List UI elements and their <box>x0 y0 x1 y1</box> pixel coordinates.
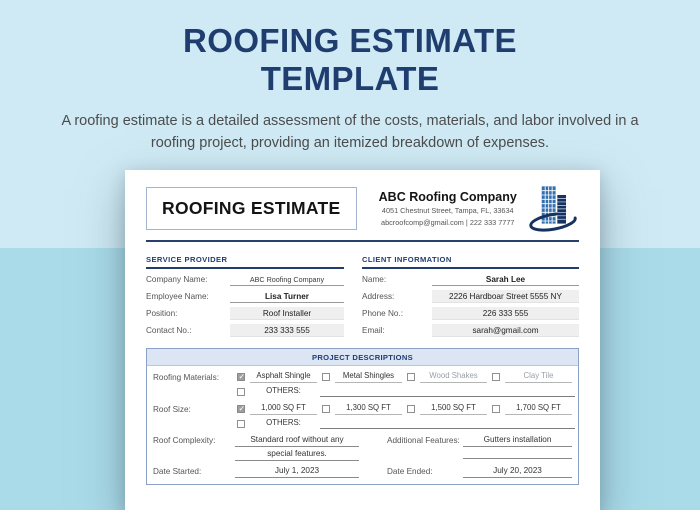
contact-no-field[interactable]: 233 333 555 <box>230 324 344 337</box>
service-provider-section <box>146 255 344 337</box>
option-label: 1,300 SQ FT <box>335 403 402 415</box>
company-name: ABC Roofing Company <box>378 189 517 204</box>
position-field[interactable]: Roof Installer <box>230 307 344 320</box>
company-contact: abcroofcomp@gmail.com | 222 333 7777 <box>381 217 515 227</box>
form-row-client-email <box>362 324 579 337</box>
option-size-others <box>235 418 320 429</box>
checkbox-materials-others[interactable] <box>237 388 245 396</box>
project-descriptions-table <box>146 348 579 485</box>
client-information-heading: CLIENT INFORMATION <box>362 255 579 269</box>
form-row-client-phone <box>362 307 579 320</box>
checkbox-1000-sqft[interactable] <box>237 405 245 413</box>
option-wood-shakes <box>405 371 490 383</box>
office-buildings-logo-icon <box>527 183 579 233</box>
roofing-materials-row <box>147 366 578 384</box>
field-label: Email: <box>362 326 385 335</box>
checkbox-1700-sqft[interactable] <box>492 405 500 413</box>
checkbox-metal-shingles[interactable] <box>322 373 330 381</box>
roofing-materials-label: Roofing Materials: <box>153 372 219 382</box>
checkbox-wood-shakes[interactable] <box>407 373 415 381</box>
option-1700-sqft <box>490 403 575 415</box>
option-metal-shingles <box>320 371 405 383</box>
info-columns <box>146 255 579 337</box>
option-materials-others <box>235 386 320 397</box>
roof-complexity-label: Roof Complexity: <box>153 436 216 445</box>
field-label: Employee Name: <box>146 292 209 301</box>
client-phone-field[interactable]: 226 333 555 <box>432 307 579 320</box>
client-address-field[interactable]: 2226 Hardboar Street 5555 NY <box>432 290 579 303</box>
date-ended-label: Date Ended: <box>387 467 433 476</box>
client-name-field[interactable]: Sarah Lee <box>432 273 579 286</box>
roof-complexity-value-line1: Standard roof without any <box>235 434 359 447</box>
roof-complexity-row <box>147 430 578 461</box>
additional-features-value: Gutters installation <box>463 434 572 447</box>
date-started-label: Date Started: <box>153 467 202 476</box>
date-ended-value: July 20, 2023 <box>463 465 572 478</box>
checkbox-clay-tile[interactable] <box>492 373 500 381</box>
dates-row <box>147 461 578 478</box>
employee-name-field[interactable]: Lisa Turner <box>230 290 344 303</box>
additional-features-field[interactable] <box>463 434 572 459</box>
size-others-input-line[interactable] <box>320 418 575 429</box>
document-preview <box>125 170 600 510</box>
option-1000-sqft <box>235 403 320 415</box>
form-row-client-address <box>362 290 579 303</box>
date-started-value: July 1, 2023 <box>235 465 359 478</box>
field-label: Name: <box>362 275 387 284</box>
document-title: ROOFING ESTIMATE <box>146 187 357 230</box>
option-clay-tile <box>490 371 575 383</box>
field-label: Address: <box>362 292 395 301</box>
date-started-field[interactable] <box>235 465 359 478</box>
form-row-position <box>146 307 344 320</box>
others-label: OTHERS: <box>266 418 301 427</box>
form-row-contact-no <box>146 324 344 337</box>
service-provider-heading: SERVICE PROVIDER <box>146 255 344 269</box>
field-label: Company Name: <box>146 275 208 284</box>
roof-size-row <box>147 398 578 416</box>
option-label: Asphalt Shingle <box>250 371 317 383</box>
additional-features-empty-line <box>463 448 572 459</box>
checkbox-size-others[interactable] <box>237 420 245 428</box>
roof-complexity-value-line2: special features. <box>235 448 359 461</box>
option-1300-sqft <box>320 403 405 415</box>
checkbox-1300-sqft[interactable] <box>322 405 330 413</box>
company-name-field[interactable]: ABC Roofing Company <box>230 273 344 286</box>
document-header <box>146 183 579 242</box>
option-label: Metal Shingles <box>335 371 402 383</box>
page-title <box>0 0 700 99</box>
field-label: Contact No.: <box>146 326 192 335</box>
materials-others-row <box>147 384 578 398</box>
checkbox-1500-sqft[interactable] <box>407 405 415 413</box>
form-row-company-name <box>146 273 344 286</box>
client-email-field[interactable]: sarah@gmail.com <box>432 324 579 337</box>
roof-complexity-field[interactable] <box>235 434 359 461</box>
option-label: 1,000 SQ FT <box>250 403 317 415</box>
others-label: OTHERS: <box>266 386 301 395</box>
page-title-line1: ROOFING ESTIMATE <box>183 22 517 59</box>
page-title-line2: TEMPLATE <box>260 60 440 98</box>
roofing-materials-options <box>235 371 578 383</box>
form-row-client-name <box>362 273 579 286</box>
client-information-section <box>362 255 579 337</box>
option-label: Clay Tile <box>505 371 572 383</box>
company-info <box>357 190 527 227</box>
project-descriptions-header: PROJECT DESCRIPTIONS <box>147 349 578 366</box>
checkbox-asphalt-shingle[interactable] <box>237 373 245 381</box>
roof-size-options <box>235 403 578 415</box>
field-label: Position: <box>146 309 178 318</box>
date-ended-field[interactable] <box>463 465 572 478</box>
page-description: A roofing estimate is a detailed assessment of the costs, materials, and labor involved in a roofing project, providing an itemized breakdown of expenses. <box>61 112 639 151</box>
option-label: 1,700 SQ FT <box>505 403 572 415</box>
company-address: 4051 Chestnut Street, Tampa, FL, 33634 <box>381 206 514 215</box>
form-row-employee-name <box>146 290 344 303</box>
option-1500-sqft <box>405 403 490 415</box>
field-label: Phone No.: <box>362 309 403 318</box>
materials-others-input-line[interactable] <box>320 386 575 397</box>
option-label: Wood Shakes <box>420 371 487 383</box>
additional-features-label: Additional Features: <box>387 436 460 445</box>
roof-size-label: Roof Size: <box>153 404 191 414</box>
option-label: 1,500 SQ FT <box>420 403 487 415</box>
size-others-row <box>147 416 578 430</box>
option-asphalt-shingle <box>235 371 320 383</box>
